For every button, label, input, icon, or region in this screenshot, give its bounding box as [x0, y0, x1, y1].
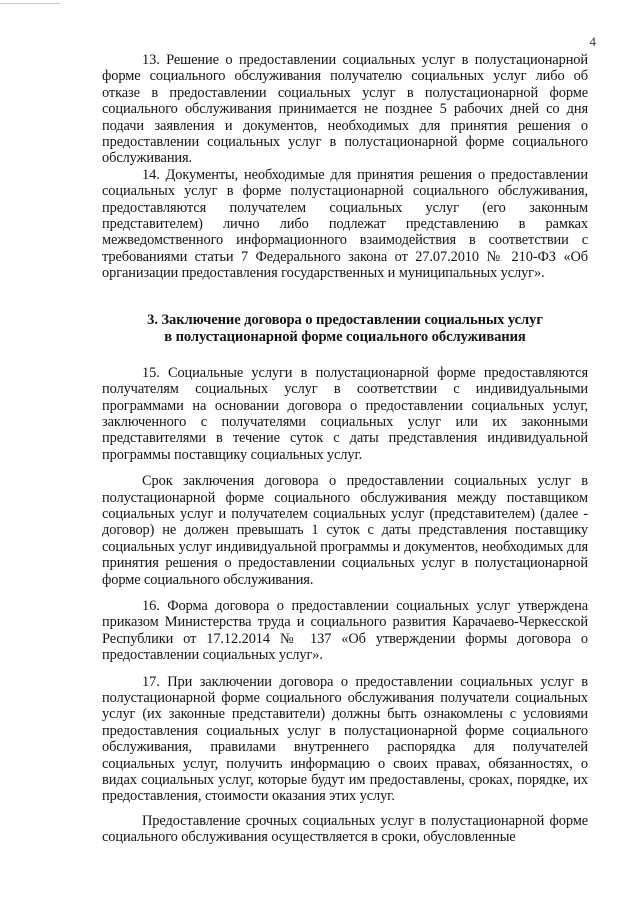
section-heading-line-1: 3. Заключение договора о предоставлении социальных услуг [147, 311, 543, 328]
scan-edge-line [0, 3, 60, 4]
document-body [102, 52, 588, 846]
paragraph-15: 15. Социальные услуги в полустационарной форме предоставляются получателям социальных услуг в соответствии с индивидуальными программами на основании договора о предоставлении социальных услуг, заключенного с получателями социальных услуг или их законными представителями в течение суток с даты представления индивидуальной программы поставщику социальных услуг. [102, 364, 588, 463]
paragraph-13: 13. Решение о предоставлении социальных услуг в полустационарной форме социального обслуживания получателю социальных услуг либо об отказе в предоставлении социальных услуг в полустационарной форме социального обслуживания принимается не позднее 5 рабочих дней со дня подачи заявления и документов, необходимых для принятия решения о предоставлении социальных услуг в полустационарной форме социального обслуживания. [102, 52, 588, 167]
paragraph-14: 14. Документы, необходимые для принятия решения о предоставлении социальных услуг в форме полустационарной социального обслуживания, предоставляются получателем социальных услуг (его законным представителем) лично либо подлежат представлению в рамках межведомственного информационного взаимодействия в соответствии с требованиями статьи 7 Федерального закона от 27.07.2010 № 210-ФЗ «Об организации предоставления государственных и муниципальных услуг». [102, 166, 588, 282]
section-heading-line-2: в полустационарной форме социального обслуживания [164, 328, 526, 345]
section-heading [102, 312, 588, 346]
page-number: 4 [589, 34, 596, 49]
paragraph-15-contract-term: Срок заключения договора о предоставлении социальных услуг в полустационарной форме социального обслуживания между поставщиком социальных услуг и получателем социальных услуг (представителем) (далее - договор) не должен превышать 1 суток с даты представления поставщику социальных услуг индивидуальной программы и документов, необходимых для принятия решения о предоставлении социальных услуг в полустационарной форме социального обслуживания. [102, 473, 588, 588]
paragraph-17: 17. При заключении договора о предоставлении социальных услуг в полустационарной форме социального обслуживания получатели социальных услуг (их законные представители) должны быть ознакомлены с условиями предоставления социальных услуг в полустационарной форме социального обслуживания, правилами внутреннего распорядка для получателей социальных услуг, получить информацию о своих правах, обязанностях, о видах социальных услуг, которые будут им предоставлены, сроках, порядке, их предоставления, стоимости оказания этих услуг. [102, 673, 588, 805]
paragraph-urgent-services: Предоставление срочных социальных услуг в полустационарной форме социального обслуживания осуществляется в сроки, обусловленные [102, 812, 588, 846]
paragraph-16: 16. Форма договора о предоставлении социальных услуг утверждена приказом Министерства труда и социального развития Карачаево-Черкесской Республики от 17.12.2014 № 137 «Об утверждении формы договора о предоставлении социальных услуг». [102, 597, 588, 664]
